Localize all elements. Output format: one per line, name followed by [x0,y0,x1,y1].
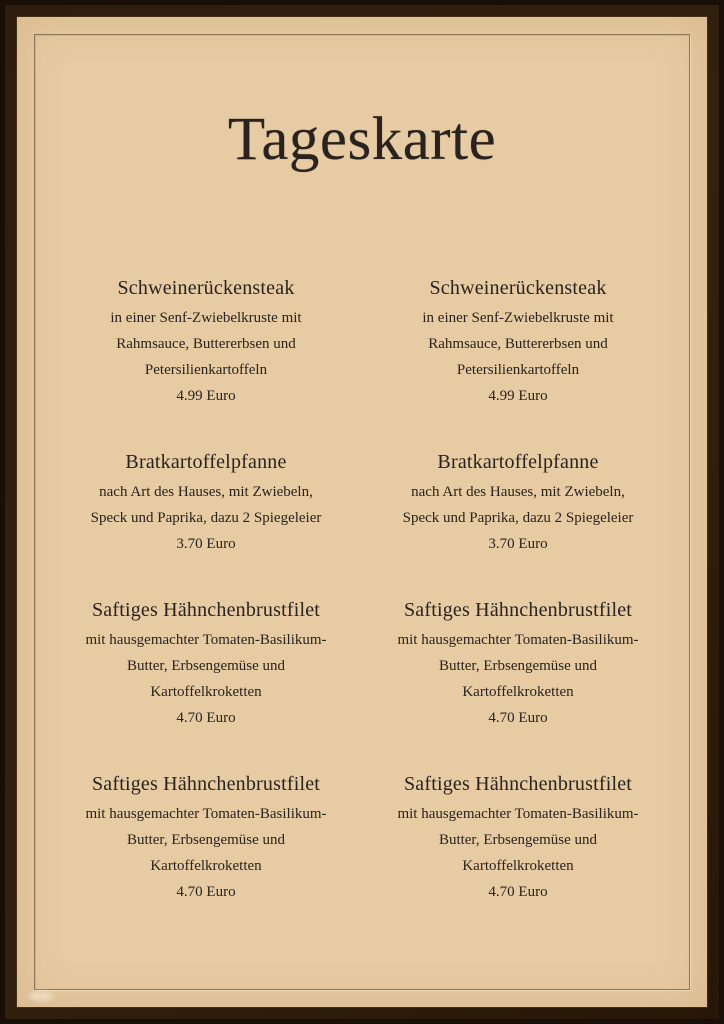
menu-item-description-line: Speck und Paprika, dazu 2 Spiegeleier [402,510,634,526]
menu-item-name: Saftiges Hähnchenbrustfilet [403,773,633,795]
menu-item-price: 4.70 Euro [176,884,236,900]
menu-item-description-line: in einer Senf-Zwiebelkruste mit [422,310,614,326]
menu-item-description-line: Butter, Erbsengemüse und [438,658,598,674]
menu-column-right [371,273,665,943]
menu-item-description-line: nach Art des Hauses, mit Zwiebeln, [99,484,313,500]
menu-item [59,273,353,409]
menu-item [371,769,665,905]
menu-item-name: Schweinerückensteak [117,277,295,299]
menu-item-description-line: Kartoffelkroketten [462,858,574,874]
menu-item-price: 3.70 Euro [488,536,548,552]
menu-item-name: Saftiges Hähnchenbrustfilet [91,599,321,621]
menu-item-price: 4.99 Euro [488,388,548,404]
menu-item [59,447,353,557]
watermark [29,991,53,1001]
menu-item-description-line: in einer Senf-Zwiebelkruste mit [110,310,302,326]
menu-item-description-line: Butter, Erbsengemüse und [126,658,286,674]
menu-item-price: 4.99 Euro [176,388,236,404]
menu-item-price: 4.70 Euro [488,884,548,900]
menu-item-name: Saftiges Hähnchenbrustfilet [91,773,321,795]
menu-item-description-line: Butter, Erbsengemüse und [126,832,286,848]
menu-item-price: 4.70 Euro [488,710,548,726]
menu-item [59,595,353,731]
menu-item-description-line: Kartoffelkroketten [150,684,262,700]
menu-item-description-line: Rahmsauce, Buttererbsen und [428,336,608,352]
menu-item-description-line: mit hausgemachter Tomaten-Basilikum- [85,806,327,822]
menu-item-description-line: Petersilienkartoffeln [144,362,268,378]
menu-item-price: 3.70 Euro [176,536,236,552]
menu-item-description-line: mit hausgemachter Tomaten-Basilikum- [397,632,639,648]
menu-item-name: Bratkartoffelpfanne [437,451,599,473]
menu-item-description-line: Butter, Erbsengemüse und [438,832,598,848]
menu-grid [17,273,707,943]
menu-item-description-line: Kartoffelkroketten [462,684,574,700]
page-title: Tageskarte [227,106,497,173]
menu-item-name: Schweinerückensteak [429,277,607,299]
menu-item-name: Bratkartoffelpfanne [125,451,287,473]
menu-item-description-line: Kartoffelkroketten [150,858,262,874]
menu-item [59,769,353,905]
menu-column-left [59,273,353,943]
menu-item-description-line: Rahmsauce, Buttererbsen und [116,336,296,352]
menu-item-description-line: nach Art des Hauses, mit Zwiebeln, [411,484,625,500]
menu-item-description-line: mit hausgemachter Tomaten-Basilikum- [85,632,327,648]
menu-item-price: 4.70 Euro [176,710,236,726]
menu-item-name: Saftiges Hähnchenbrustfilet [403,599,633,621]
parchment-paper [17,17,707,1007]
menu-item-description-line: Speck und Paprika, dazu 2 Spiegeleier [90,510,322,526]
menu-item-description-line: Petersilienkartoffeln [456,362,580,378]
menu-item [371,273,665,409]
menu-item-description-line: mit hausgemachter Tomaten-Basilikum- [397,806,639,822]
menu-content [17,17,707,1007]
menu-item [371,595,665,731]
menu-item [371,447,665,557]
